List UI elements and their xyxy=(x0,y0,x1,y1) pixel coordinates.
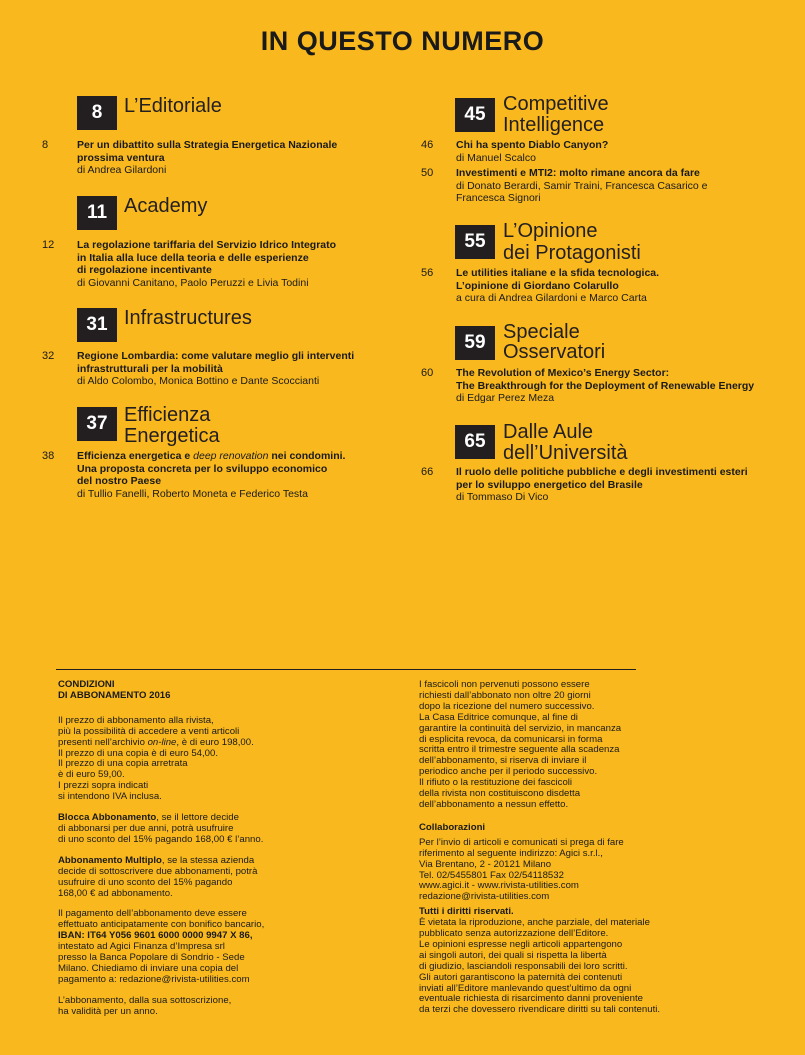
text-line: della rivista non costituiscono disdetta xyxy=(419,788,581,800)
section-heading: Academy xyxy=(124,195,208,217)
text-line: www.agici.it - www.rivista-utilities.com xyxy=(419,880,579,892)
collab-heading xyxy=(419,823,779,834)
page-title: IN QUESTO NUMERO xyxy=(260,26,545,56)
heading-line: CONDIZIONI xyxy=(58,679,115,690)
text-line: dopo la ricezione del numero successivo. xyxy=(419,700,595,712)
validity-paragraph xyxy=(58,996,388,1018)
iban-line: IBAN: IT64 Y056 9601 6000 0000 9947 X 86, xyxy=(58,930,253,942)
text-line: si intendono IVA inclusa. xyxy=(58,791,162,803)
heading-line: DI ABBONAMENTO 2016 xyxy=(58,689,171,701)
subscription-heading xyxy=(58,680,388,702)
text-line: è di euro 59,00. xyxy=(58,769,125,781)
text-line: Gli autori garantiscono la paternità dei contenuti xyxy=(419,971,623,983)
section-heading: Infrastructures xyxy=(124,307,252,329)
article-title-line: Le utilities italiane e la sfida tecnologica. xyxy=(456,267,660,279)
text-line: di giudizio, lasciandoli responsabili dei loro scritti. xyxy=(419,960,628,972)
article-page-number: 60 xyxy=(421,367,434,379)
text-line: garantire la continuità del servizio, in mancanza xyxy=(419,722,622,734)
section-number-badge: 31 xyxy=(77,308,117,342)
text-line xyxy=(58,738,388,749)
delivery-paragraph xyxy=(419,680,779,811)
text-line: effettuato anticipatamente con bonifico bancario, xyxy=(58,919,265,931)
article-title-line: Chi ha spento Diablo Canyon? xyxy=(456,139,609,151)
title-segment: Efficienza energetica e xyxy=(77,450,194,462)
article-title-line: Il ruolo delle politiche pubbliche e degli investimenti esteri xyxy=(456,466,748,478)
text-line: presso la Banca Popolare di Sondrio - Sede xyxy=(58,952,245,964)
section-heading: L’Editoriale xyxy=(124,95,222,117)
article-authors: Francesca Signori xyxy=(456,192,541,204)
text-segment: , se la stessa azienda xyxy=(161,854,255,866)
multiplo-paragraph xyxy=(58,856,388,900)
subscription-conditions xyxy=(58,680,388,1028)
text-line: richiesti dall’abbonato non oltre 20 giorni xyxy=(419,689,591,701)
text-line: di uno sconto del 15% pagando 168,00 € l’anno. xyxy=(58,833,264,845)
article-page-number: 8 xyxy=(42,139,49,151)
article-title-line: La regolazione tariffaria del Servizio Idrico Integrato xyxy=(77,239,337,251)
text-line: redazione@rivista-utilities.com xyxy=(419,891,550,903)
text-line: dell’abbonamento a nessun effetto. xyxy=(419,798,569,810)
article-title-line: prossima ventura xyxy=(77,151,165,164)
article-authors: di Manuel Scalco xyxy=(456,151,536,164)
text-line: La Casa Editrice comunque, al fine di xyxy=(419,711,578,723)
article-authors: a cura di Andrea Gilardoni e Marco Carta xyxy=(456,292,647,304)
article-title-line: per lo sviluppo energetico del Brasile xyxy=(456,478,643,491)
section-number-badge: 8 xyxy=(77,96,117,130)
text-line: Il pagamento dell’abbonamento deve essere xyxy=(58,908,247,920)
article-page-number: 12 xyxy=(42,239,55,251)
article-page-number: 50 xyxy=(421,167,434,179)
section-heading: Competitive xyxy=(503,93,609,115)
section-divider xyxy=(56,669,636,670)
text-segment: , è di euro 198,00. xyxy=(176,736,254,748)
text-line: più la possibilità di accedere a venti articoli xyxy=(58,725,240,737)
section-number-badge: 65 xyxy=(455,425,495,459)
text-line: Il rifiuto o la restituzione dei fascicoli xyxy=(419,777,573,789)
text-line: I fascicoli non pervenuti possono essere xyxy=(419,679,590,690)
article-authors: di Aldo Colombo, Monica Bottino e Dante Scoccianti xyxy=(77,375,320,387)
section-heading: L’Opinione xyxy=(503,220,598,242)
text-segment: , se il lettore decide xyxy=(156,812,239,824)
article-page-number: 46 xyxy=(421,139,434,151)
article-page-number: 66 xyxy=(421,466,434,478)
section-heading: dell’Università xyxy=(503,442,628,464)
text-line: pagamento a: redazione@rivista-utilities.com xyxy=(58,973,250,985)
text-line: pubblicato senza autorizzazione dell’Editore. xyxy=(419,928,609,940)
article-title-line: Regione Lombardia: come valutare meglio gli interventi xyxy=(77,350,355,362)
text-line: inviati all’Editore manlevando quest’ultimo da ogni xyxy=(419,982,632,994)
article-authors: di Andrea Gilardoni xyxy=(77,164,167,176)
article-authors: di Giovanni Canitano, Paolo Peruzzi e Livia Todini xyxy=(77,276,309,289)
text-segment-bold: Blocca Abbonamento xyxy=(58,812,157,824)
article-title-line xyxy=(77,450,345,463)
collab-paragraph xyxy=(419,838,779,903)
payment-paragraph xyxy=(58,909,388,985)
article-authors: di Tullio Fanelli, Roberto Moneta e Federico Testa xyxy=(77,487,308,500)
article-title-line: Una proposta concreta per lo sviluppo economico xyxy=(77,462,328,475)
text-line: 168,00 € ad abbonamento. xyxy=(58,887,173,899)
title-segment-italic: deep renovation xyxy=(193,450,269,462)
text-line: di abbonarsi per due anni, potrà usufruire xyxy=(58,822,234,834)
article-title-line: Investimenti e MTI2: molto rimane ancora da fare xyxy=(456,167,700,179)
section-number-badge: 37 xyxy=(77,407,117,441)
pricing-paragraph xyxy=(58,716,388,803)
text-line: di esplicita revoca, da comunicarsi in forma xyxy=(419,733,603,745)
text-line: Via Brentano, 2 - 20121 Milano xyxy=(419,858,552,870)
text-line: usufruire di uno sconto del 15% pagando xyxy=(58,876,233,888)
text-line: ai singoli autori, dei quali si rispetta la libertà xyxy=(419,949,607,961)
text-line: Le opinioni espresse negli articoli appartengono xyxy=(419,938,623,950)
article-title-line: di regolazione incentivante xyxy=(77,264,212,276)
text-line: dell’abbonamento, si riserva di inviare il xyxy=(419,755,587,767)
article-title-line: del nostro Paese xyxy=(77,475,162,487)
text-line: decide di sottoscrivere due abbonamenti, potrà xyxy=(58,865,258,877)
text-segment-italic: on-line xyxy=(147,736,177,748)
text-line: Il prezzo di una copia è di euro 54,00. xyxy=(58,747,219,759)
article-title-line: in Italia alla luce della teoria e delle esperienze xyxy=(77,251,309,264)
section-heading: dei Protagonisti xyxy=(503,242,641,264)
text-line: ha validità per un anno. xyxy=(58,1005,158,1017)
rights-heading-text: Tutti i diritti riservati. xyxy=(419,906,514,918)
collab-heading-text: Collaborazioni xyxy=(419,821,486,833)
article-title-line: infrastrutturali per la mobilità xyxy=(77,362,223,375)
text-line: intestato ad Agici Finanza d’Impresa srl xyxy=(58,941,225,953)
text-line: eventuale richiesta di risarcimento danni proveniente xyxy=(419,993,643,1005)
article-page-number: 32 xyxy=(42,350,55,362)
article-title-line: The Breakthrough for the Deployment of Renewable Energy xyxy=(456,379,755,392)
section-heading: Dalle Aule xyxy=(503,421,594,443)
title-segment: nei condomini. xyxy=(268,450,346,462)
text-line: scritta entro il trimestre seguente alla scadenza xyxy=(419,744,620,756)
article-title-line: Per un dibattito sulla Strategia Energetica Nazionale xyxy=(77,139,338,151)
section-number-badge: 55 xyxy=(455,225,495,259)
section-number-badge: 59 xyxy=(455,326,495,360)
rights-paragraph xyxy=(419,918,779,1016)
section-heading: Energetica xyxy=(124,425,220,447)
article-authors: di Edgar Perez Meza xyxy=(456,392,555,404)
text-line: periodico anche per il periodo successivo. xyxy=(419,766,598,778)
article-page-number: 56 xyxy=(421,267,434,279)
section-number-badge: 11 xyxy=(77,196,117,230)
article-page-number: 38 xyxy=(42,450,55,462)
text-line: Per l’invio di articoli e comunicati si prega di fare xyxy=(419,836,624,848)
text-line: Milano. Chiediamo di inviare una copia del xyxy=(58,962,239,974)
text-line: È vietata la riproduzione, anche parziale, del materiale xyxy=(419,917,650,929)
text-line: L’abbonamento, dalla sua sottoscrizione, xyxy=(58,994,232,1006)
text-line: riferimento al seguente indirizzo: Agici s.r.l., xyxy=(419,847,603,859)
article-title-line: L’opinione di Giordano Colarullo xyxy=(456,279,619,292)
text-line: Tel. 02/5455801 Fax 02/54118532 xyxy=(419,869,564,881)
text-line: I prezzi sopra indicati xyxy=(58,780,149,792)
article-title-line: The Revolution of Mexico’s Energy Sector: xyxy=(456,367,670,379)
article-authors: di Tommaso Di Vico xyxy=(456,491,549,503)
text-segment-bold: Abbonamento Multiplo xyxy=(58,854,162,866)
blocca-paragraph xyxy=(58,813,388,846)
section-number-badge: 45 xyxy=(455,98,495,132)
section-heading: Efficienza xyxy=(124,404,211,426)
text-segment: presenti nell’archivio xyxy=(58,736,148,748)
section-heading: Speciale xyxy=(503,321,580,343)
article-authors: di Donato Berardi, Samir Traini, Francesca Casarico e xyxy=(456,179,708,192)
text-line: Il prezzo di una copia arretrata xyxy=(58,758,188,770)
section-heading: Osservatori xyxy=(503,341,606,363)
text-line: da terzi che dovessero rivendicare diritti su tali contenuti. xyxy=(419,1004,661,1016)
text-line: Il prezzo di abbonamento alla rivista, xyxy=(58,714,214,726)
section-heading: Intelligence xyxy=(503,114,605,136)
editorial-info xyxy=(419,680,779,1026)
